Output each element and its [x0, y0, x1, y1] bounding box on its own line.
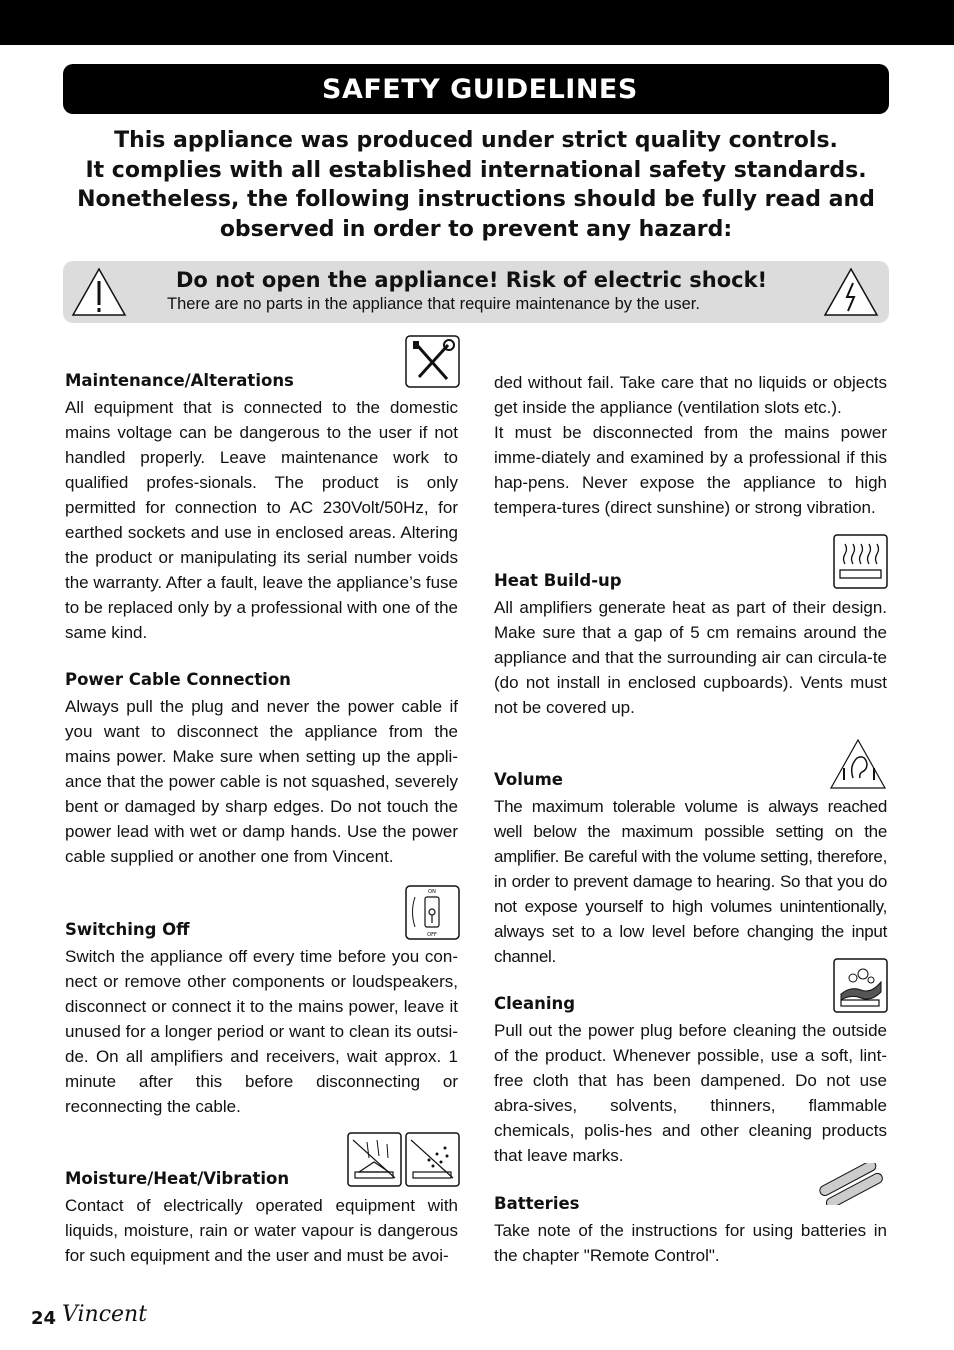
- intro-statement: [63, 126, 889, 244]
- section-heading-power-cable: Power Cable Connection: [65, 670, 291, 689]
- intro-line: This appliance was produced under strict quality controls.: [114, 128, 838, 153]
- brand-logo: Vincent: [62, 1302, 148, 1327]
- section-heading-cleaning: Cleaning: [494, 994, 576, 1013]
- section-body: Always pull the plug and never the power cable if you want to disconnect the appliance from the mains power. Make sure when setting up the appli-ance that the power cable is not squashed, severely bent or damaged by sharp edges. Do not touch the power lead with wet or damp hands. Use the power cable supplied or another one from Vincent.: [65, 697, 458, 866]
- section-body-continued: ded without fail. Take care that no liquids or objects get inside the appliance (ventilation slots etc.).: [494, 373, 887, 417]
- section-heat: [494, 595, 887, 720]
- section-moisture-continued: [494, 370, 887, 520]
- title-banner: [63, 64, 889, 114]
- section-switching-off: [65, 944, 458, 1119]
- intro-line: Nonetheless, the following instructions should be fully read and: [77, 187, 875, 212]
- switch-on-label: ON: [428, 889, 436, 895]
- section-heading-maintenance: Maintenance/Alterations: [65, 371, 294, 390]
- section-heading-batteries: Batteries: [494, 1194, 580, 1213]
- warning-title: Do not open the appliance! Risk of electric shock!: [176, 268, 768, 292]
- cleaning-icon: [833, 958, 888, 1013]
- page-number: 24: [31, 1308, 57, 1329]
- warning-subtitle: There are no parts in the appliance that require maintenance by the user.: [167, 295, 700, 313]
- section-body: The maximum tolerable volume is always reached well below the maximum possible setting on the amplifier. Be careful with the volume setting, therefore, in order to prevent damage to hearing. So that you do not expose yourself to high volumes unintentionally, always set to a low level before changing the input channel.: [494, 797, 887, 966]
- section-body-continued: It must be disconnected from the mains power imme-diately and examined by a professional if this hap-pens. Never expose the appliance to high tempera-tures (direct sunshine) or strong vibration.: [494, 423, 887, 517]
- electric-shock-warning-box: [63, 261, 889, 323]
- intro-line: observed in order to prevent any hazard:: [219, 216, 733, 242]
- moisture-heat-icons: [347, 1132, 460, 1187]
- page-title: SAFETY GUIDELINES: [322, 73, 638, 105]
- section-body: Contact of electrically operated equipment with liquids, moisture, rain or water vapour is dangerous for such equipment and the user and must be avoi-: [65, 1196, 458, 1265]
- section-body: All equipment that is connected to the domestic mains voltage can be dangerous to the user if not handled properly. Leave maintenance work to qualified profes-sionals. The product is only permitted for connection to AC 230Volt/50Hz, for earthed sockets and use in enclosed areas. Altering the product or manipulating its serial number voids the warranty. After a fault, leave the appliance’s fuse to be replaced only by a professional with one of the same kind.: [65, 398, 458, 642]
- section-body: All amplifiers generate heat as part of their design. Make sure that a gap of 5 cm remains around the appliance and that the surrounding air can circula-te (do not install in enclosed cupboards). Vents must not be covered up.: [494, 598, 887, 717]
- hearing-warning-icon: [829, 738, 887, 790]
- section-body: Take note of the instructions for using batteries in the chapter "Remote Control".: [494, 1221, 887, 1265]
- section-power-cable: [65, 694, 458, 869]
- section-moisture: [65, 1193, 458, 1268]
- section-heading-switching-off: Switching Off: [65, 920, 190, 939]
- section-body: Pull out the power plug before cleaning the outside of the product. Whenever possible, use a soft, lint-free cloth that has been dampened. Do not use abra-sives, solvents, thinners, flammable chemicals, polis-hes and other cleaning products that leave marks.: [494, 1021, 887, 1165]
- top-black-bar: [0, 0, 954, 45]
- switch-off-label: OFF: [427, 932, 437, 938]
- tools-icon: [405, 335, 460, 388]
- section-cleaning: [494, 1018, 887, 1168]
- section-batteries: [494, 1218, 887, 1268]
- section-volume: [494, 794, 887, 969]
- heat-icon: [833, 534, 888, 589]
- section-body: Switch the appliance off every time before you con-nect or remove other components or loudspeakers, disconnect or connect it to the mains power, leave it unused for a longer period or want to clean its outsi-de. On all amplifiers and receivers, wait approx. 1 minute after this before disconnecting or reconnecting the cable.: [65, 947, 458, 1116]
- section-maintenance: [65, 395, 458, 645]
- power-switch-icon: [405, 885, 460, 940]
- high-voltage-icon: [823, 267, 879, 317]
- batteries-icon: [814, 1163, 890, 1205]
- section-heading-volume: Volume: [494, 770, 563, 789]
- section-heading-moisture: Moisture/Heat/Vibration: [65, 1169, 290, 1188]
- intro-line: It complies with all established international safety standards.: [85, 157, 867, 183]
- section-heading-heat: Heat Build-up: [494, 571, 622, 590]
- exclamation-warning-icon: [71, 267, 127, 317]
